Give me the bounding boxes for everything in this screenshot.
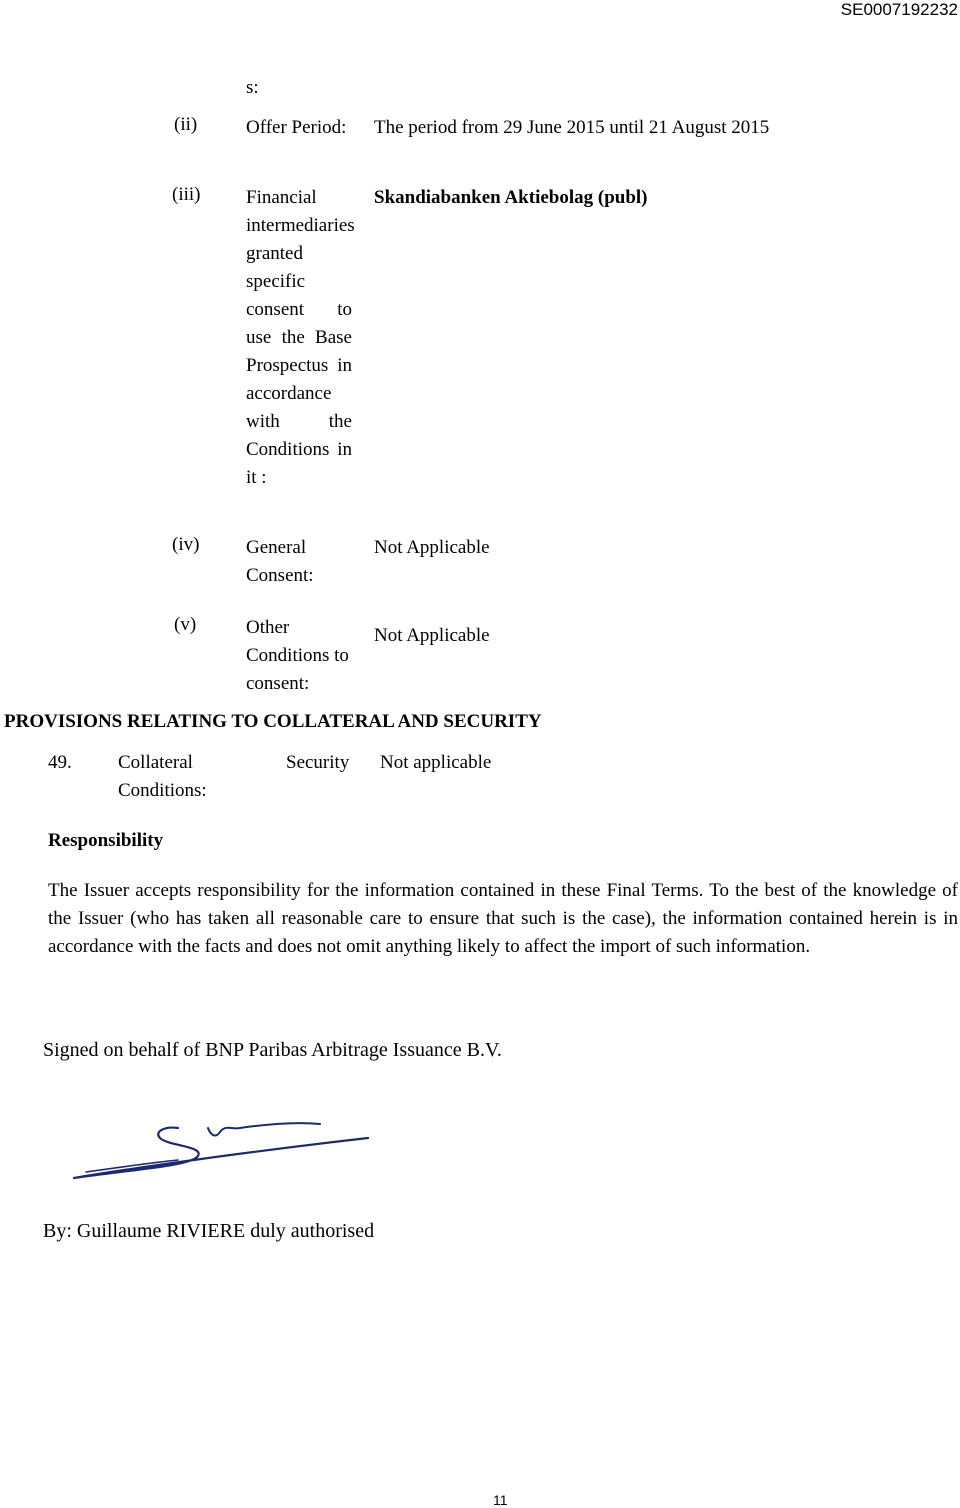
item-number: 49. — [48, 752, 72, 773]
item-value: Not applicable — [380, 752, 492, 773]
item-label: Offer Period: — [246, 117, 347, 138]
by-line: By: Guillaume RIVIERE duly authorised — [43, 1220, 375, 1242]
signed-on-behalf: Signed on behalf of BNP Paribas Arbitrage Issuance B.V. — [43, 1039, 502, 1061]
item-label-part: Conditions: — [118, 780, 207, 801]
handwritten-signature — [68, 1116, 378, 1186]
page-number: 11 — [493, 1492, 508, 1508]
item-value: Not Applicable — [374, 537, 490, 558]
section-heading: PROVISIONS RELATING TO COLLATERAL AND SECURITY — [4, 711, 542, 732]
item-number: (iii) — [172, 184, 201, 205]
item-label: General Consent: — [246, 537, 314, 586]
item-label-part: Security — [286, 752, 350, 773]
item-number: (ii) — [174, 114, 198, 135]
responsibility-heading: Responsibility — [48, 830, 164, 851]
item-label: Financial intermediaries granted specific consent to use the Base Prospectus in accordance with the Conditions in it : — [246, 187, 355, 488]
previous-item-tail: s: — [246, 77, 259, 98]
item-value: Not Applicable — [374, 625, 490, 646]
responsibility-text: The Issuer accepts responsibility for the information contained in these Final Terms. To the best of the knowledge of the Issuer (who has taken all reasonable care to ensure that such is the case), the information contained herein is in accordance with the facts and does not omit anything likely to affect the import of such information. — [48, 880, 958, 957]
item-value: Skandiabanken Aktiebolag (publ) — [374, 187, 648, 208]
item-label: Other Conditions to consent: — [246, 617, 349, 694]
item-value: The period from 29 June 2015 until 21 August 2015 — [374, 117, 770, 138]
document-reference: SE0007192232 — [840, 0, 958, 19]
item-label-part: Collateral — [118, 752, 193, 773]
item-number: (v) — [174, 614, 197, 635]
item-number: (iv) — [172, 534, 200, 555]
